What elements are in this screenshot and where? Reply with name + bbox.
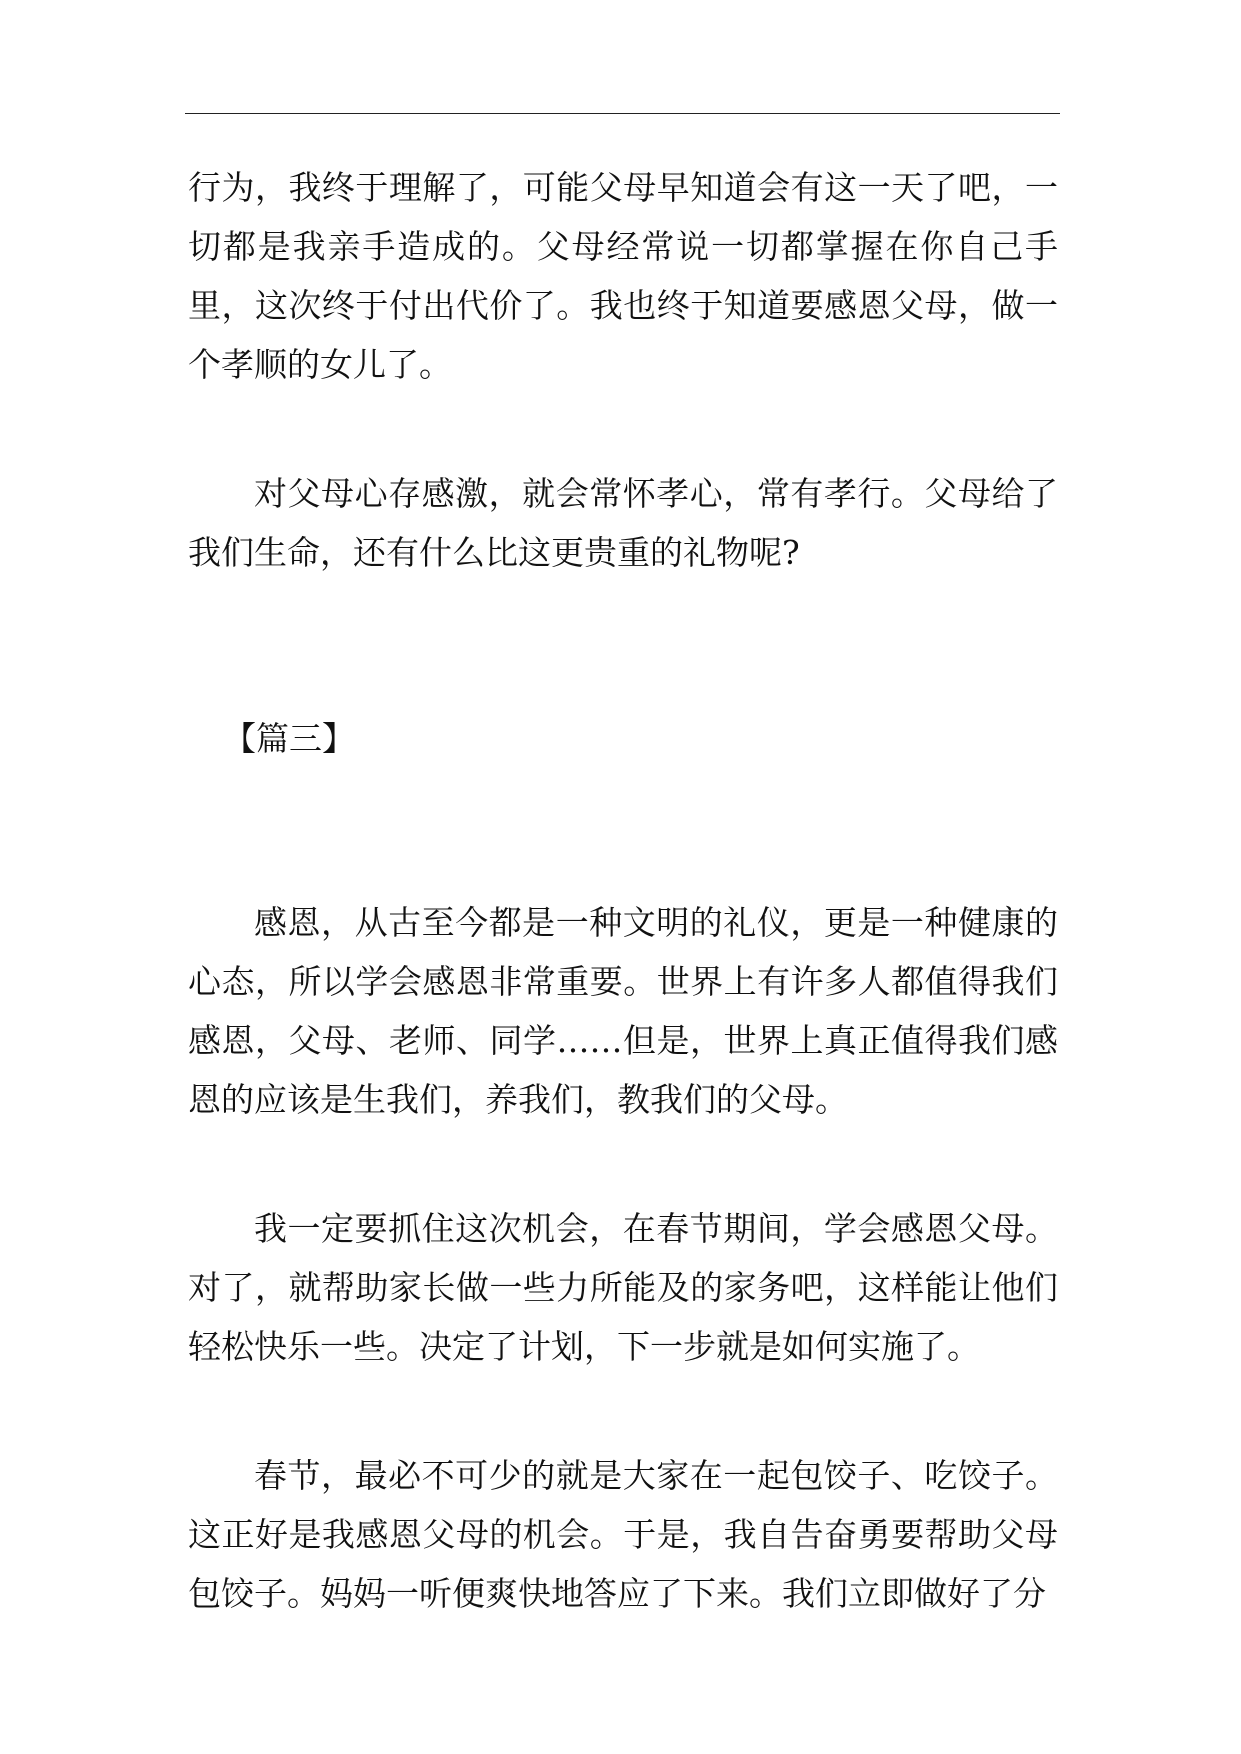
section-heading: 【篇三】 xyxy=(223,719,355,758)
paragraph-gratitude: 对父母心存感激，就会常怀孝心，常有孝行。父母给了我们生命，还有什么比这更贵重的礼物呢? xyxy=(188,474,1058,572)
section-paragraph-plan: 我一定要抓住这次机会，在春节期间，学会感恩父母。对了，就帮助家长做一些力所能及的家务吧，这样能让他们轻松快乐一些。决定了计划，下一步就是如何实施了。 xyxy=(188,1209,1058,1366)
document-body xyxy=(188,158,1058,1623)
paragraph-continued: 行为，我终于理解了，可能父母早知道会有这一天了吧，一切都是我亲手造成的。父母经常说一切都掌握在你自己手里，这次终于付出代价了。我也终于知道要感恩父母，做一个孝顺的女儿了。 xyxy=(188,168,1058,384)
section-paragraph-dumplings: 春节，最必不可少的就是大家在一起包饺子、吃饺子。这正好是我感恩父母的机会。于是，我自告奋勇要帮助父母包饺子。妈妈一听便爽快地答应了下来。我们立即做好了分 xyxy=(188,1456,1058,1613)
section-paragraph-intro: 感恩，从古至今都是一种文明的礼仪，更是一种健康的心态，所以学会感恩非常重要。世界上有许多人都值得我们感恩，父母、老师、同学……但是，世界上真正值得我们感恩的应该是生我们，养我们，教我们的父母。 xyxy=(188,903,1058,1119)
header-rule xyxy=(185,113,1060,114)
